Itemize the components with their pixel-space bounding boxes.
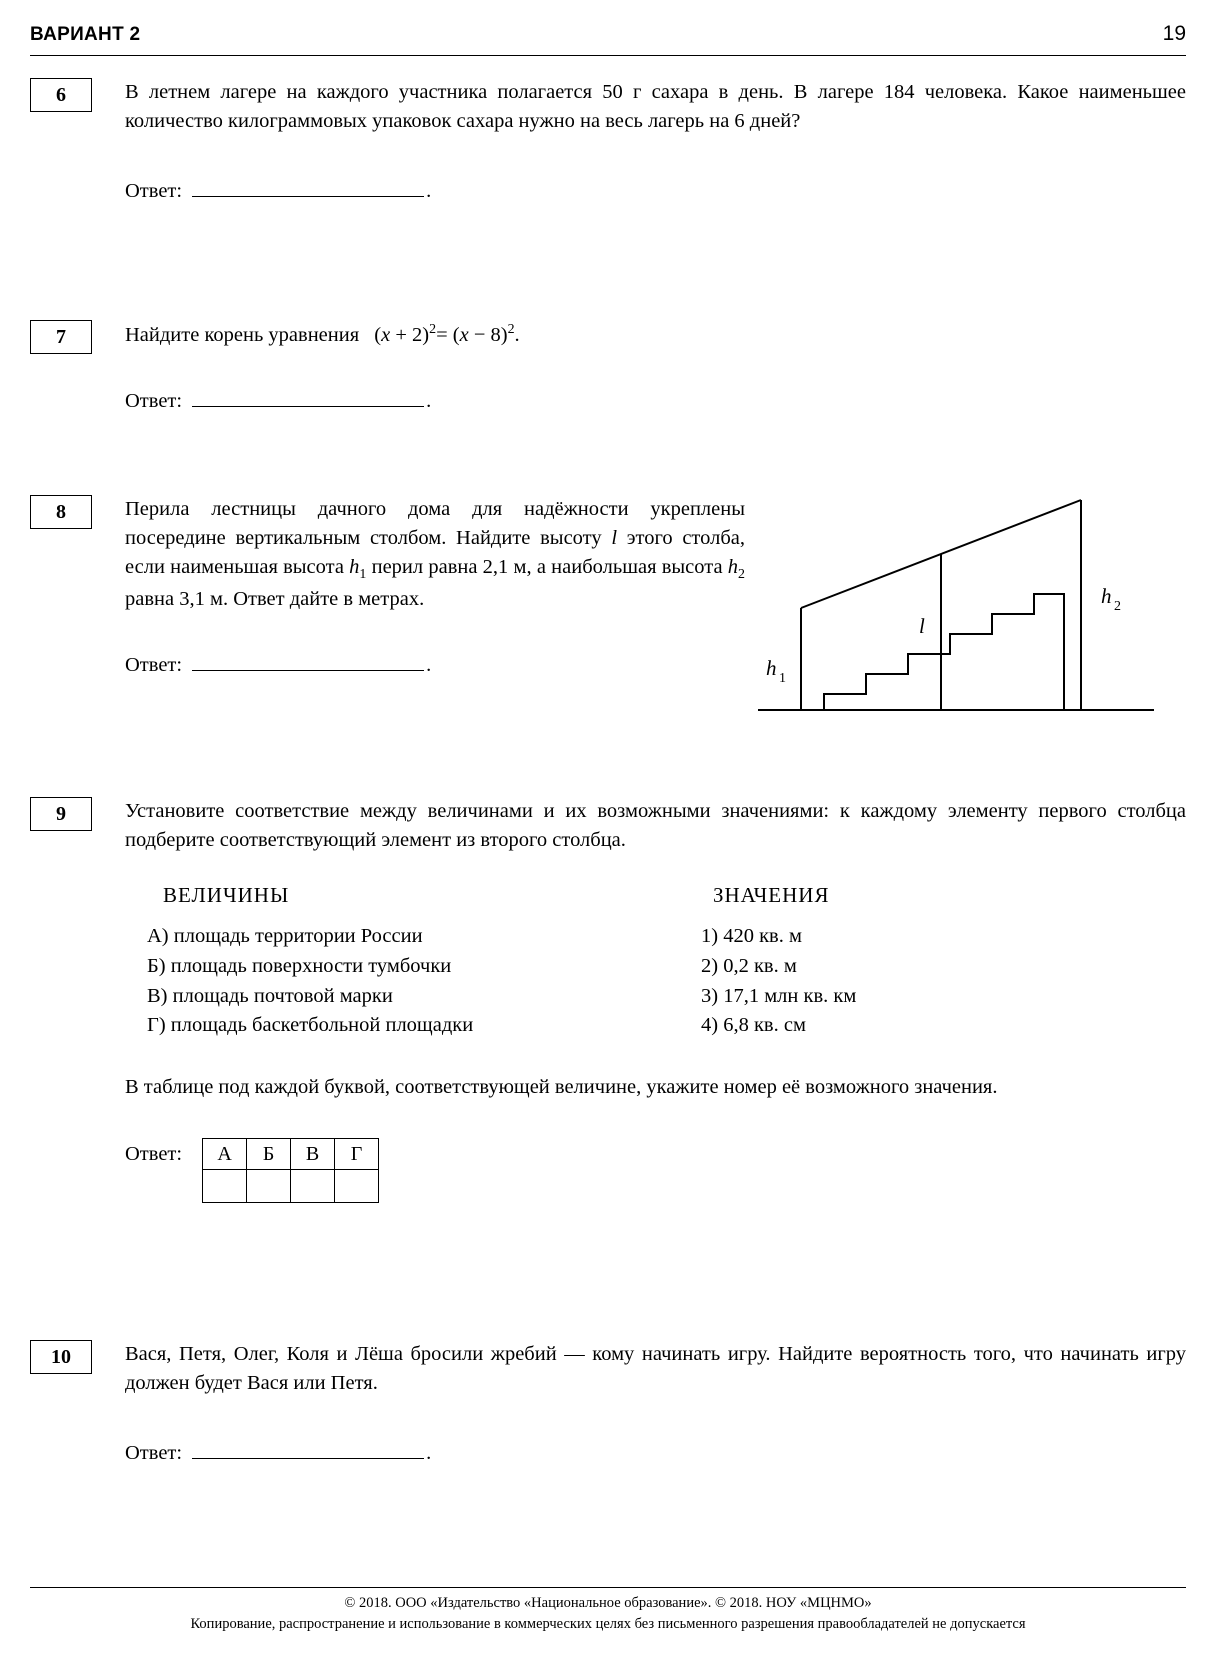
task-9-right-heading: ЗНАЧЕНИЯ [713,883,830,908]
label-h1-sub: 1 [779,671,786,686]
task-9-header-a: А [203,1139,247,1170]
task-9-left-item-v: В) площадь почтовой марки [147,984,393,1007]
variant-label: ВАРИАНТ 2 [30,24,141,45]
task-7-prefix: Найдите корень уравнения [125,323,360,346]
task-9 [30,797,1186,1203]
task-9-instruction: В таблице под каждой буквой, соответствующей величине, укажите номер её возможного значения. [125,1076,998,1099]
label-h1: h [766,656,777,680]
task-9-number: 9 [30,797,92,831]
task-9-left-item-a: А) площадь территории России [147,925,423,948]
task-10-number: 10 [30,1340,92,1374]
task-9-table-value-row [203,1170,379,1203]
task-10-answer-row [125,1442,1186,1465]
task-6-answer-row [125,180,1186,203]
task-9-left-item-b: Б) площадь поверхности тумбочки [147,954,452,977]
task-7-number: 7 [30,320,92,354]
task-7-answer-label: Ответ: [125,389,183,412]
task-6-answer-blank[interactable] [192,181,424,197]
label-h2: h [1101,584,1112,608]
footer-divider [30,1587,1186,1588]
task-8-answer-blank[interactable] [192,655,424,671]
task-9-answer-table[interactable] [202,1138,379,1203]
task-9-value-a[interactable] [203,1170,247,1203]
task-7 [30,320,1186,413]
task-10 [30,1340,1186,1465]
task-7-text [125,320,1186,350]
page-footer [30,1593,1186,1637]
task-9-table-header-row [203,1139,379,1170]
task-10-answer-blank[interactable] [192,1443,424,1459]
task-6-number: 6 [30,78,92,112]
header-divider [30,55,1186,56]
task-9-answer-row [125,1138,1186,1203]
task-7-answer-period: . [426,389,432,412]
task-10-answer-label: Ответ: [125,1442,183,1465]
usage-notice-line: Копирование, распространение и использование в коммерческих целях без письменного разрешения правообладателей не допускается [190,1616,1026,1633]
task-7-answer-row [125,390,1186,413]
label-l: l [919,614,925,638]
task-9-answer-label: Ответ: [125,1143,183,1166]
task-8 [30,495,1186,686]
task-9-right-item-1: 1) 420 кв. м [701,925,802,948]
task-6-answer-label: Ответ: [125,180,183,203]
task-8-text: Перила лестницы дачного дома для надёжности укреплены посередине вертикальным столбом. Найдите высоту l этого столба, если наименьшая высота $h_1$ перил равна 2,1 м, а наибольшая высота $h_2$ равна 3,1 м. Ответ дайте в метрах. [125,498,746,611]
task-10-text: Вася, Петя, Олег, Коля и Лёша бросили жребий — кому начинать игру. Найдите вероятность того, что начинать игру должен будет Вася или Петя. [125,1343,1186,1395]
task-9-right-item-3: 3) 17,1 млн кв. км [701,984,857,1007]
task-9-value-b[interactable] [247,1170,291,1203]
task-9-left-column [125,883,685,1041]
task-9-header-v: В [291,1139,335,1170]
task-6 [30,78,1186,203]
task-9-header-b: Б [247,1139,291,1170]
task-9-right-item-4: 4) 6,8 кв. см [701,1014,806,1037]
task-8-answer-label: Ответ: [125,654,183,677]
task-9-value-g[interactable] [335,1170,379,1203]
task-9-value-v[interactable] [291,1170,335,1203]
task-9-columns [125,883,1186,1041]
task-8-answer-period: . [426,654,432,677]
task-9-right-column [685,883,1125,1041]
task-9-text: Установите соответствие между величинами и их возможными значениями: к каждому элементу первого столбца подберите соответствующий элемент из второго столбца. [125,800,1186,852]
task-9-right-item-2: 2) 0,2 кв. м [701,954,797,977]
page-header [30,22,1186,46]
task-9-header-g: Г [335,1139,379,1170]
task-6-text: В летнем лагере на каждого участника полагается 50 г сахара в день. В лагере 184 человека. Какое наименьшее количество килограммовых упаковок сахара нужно на весь лагерь на 6 дней? [125,81,1186,133]
task-10-answer-period: . [426,1442,432,1465]
task-7-equation: $(x + 2)^2= (x - 8)^2$. [374,322,520,346]
staircase-figure [756,495,1156,745]
copyright-line: © 2018. ООО «Издательство «Национальное образование». © 2018. НОУ «МЦНМО» [344,1594,872,1611]
label-h2-sub: 2 [1114,599,1121,614]
task-8-number: 8 [30,495,92,529]
task-6-answer-period: . [426,180,432,203]
task-9-left-item-g: Г) площадь баскетбольной площадки [147,1014,474,1037]
page-number: 19 [1162,22,1186,45]
task-9-left-heading: ВЕЛИЧИНЫ [163,883,290,908]
task-7-answer-blank[interactable] [192,391,424,407]
